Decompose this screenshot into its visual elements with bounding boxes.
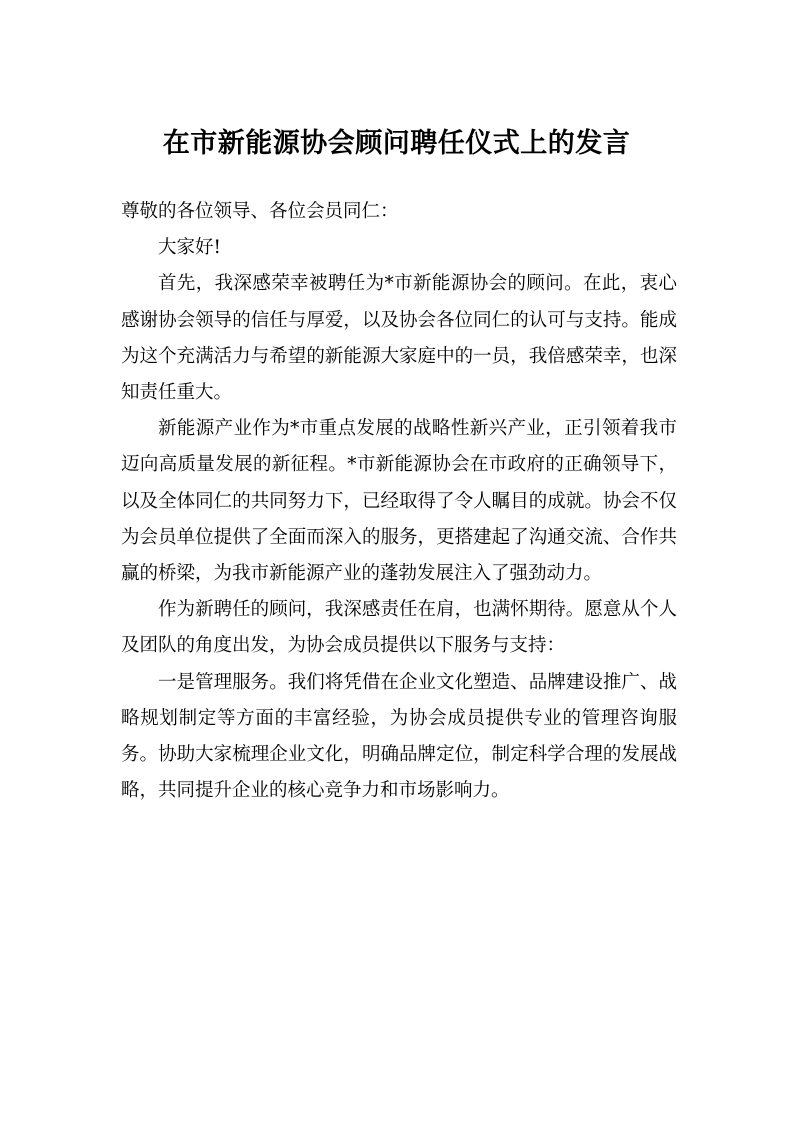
paragraph-2: 新能源产业作为*市重点发展的战略性新兴产业，正引领着我市迈向高质量发展的新征程。*市新能源协会在市政府的正确领导下，以及全体同仁的共同努力下，已经取得了令人瞩目的成就。协会不仅为会员单位提供了全面而深入的服务，更搭建起了沟通交流、合作共赢的桥梁，为我市新能源产业的蓬勃发展注入了强劲动力。 [121,418,677,585]
paragraph-3: 作为新聘任的顾问，我深感责任在肩，也满怀期待。愿意从个人及团队的角度出发，为协会成员提供以下服务与支持： [121,599,677,657]
paragraph-greeting: 大家好! [158,237,221,259]
document-title: 在市新能源协会顾问聘任仪式上的发言 [162,128,631,159]
document-body [121,194,677,809]
paragraph-4: 一是管理服务。我们将凭借在企业文化塑造、品牌建设推广、战略规划制定等方面的丰富经验，为协会成员提供专业的管理咨询服务。协助大家梳理企业文化，明确品牌定位，制定科学合理的发展战略，共同提升企业的核心竞争力和市场影响力。 [121,671,677,802]
salutation: 尊敬的各位领导、各位会员同仁： [121,201,399,222]
paragraph-1: 首先，我深感荣幸被聘任为*市新能源协会的顾问。在此，衷心感谢协会领导的信任与厚爱，以及协会各位同仁的认可与支持。能成为这个充满活力与希望的新能源大家庭中的一员，我倍感荣幸，也深知责任重大。 [121,273,677,404]
